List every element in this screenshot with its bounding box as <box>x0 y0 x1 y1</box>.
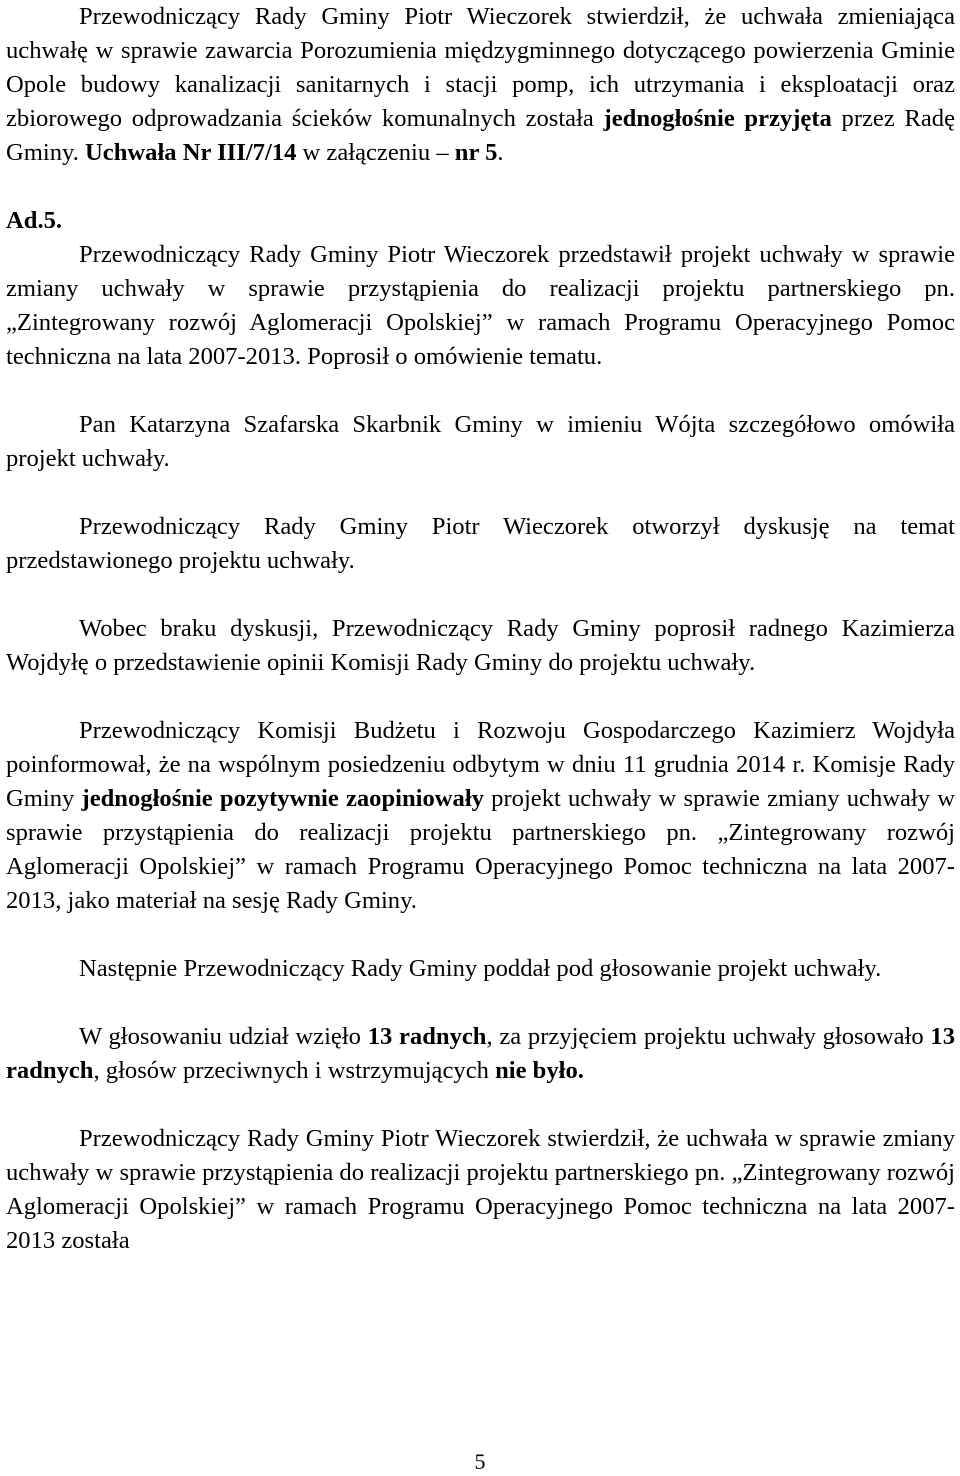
agenda-item-heading: Ad.5. <box>6 207 63 234</box>
page-number: 5 <box>474 1449 486 1474</box>
paragraph-final-statement: Przewodniczący Rady Gminy Piotr Wieczorek stwierdził, że uchwała w sprawie zmiany uchwały w sprawie przystąpienia do realizacji projektu partnerskiego pn. „Zintegrowany rozwój Aglomeracji Opolskiej” w ramach Programu Operacyjnego Pomoc techniczna na lata 2007-2013 została <box>6 1125 955 1254</box>
paragraph-gap <box>6 918 955 952</box>
paragraph-gap <box>6 476 955 510</box>
paragraph-gap <box>6 578 955 612</box>
paragraph-project-presented: Przewodniczący Rady Gminy Piotr Wieczorek przedstawił projekt uchwały w sprawie zmiany uchwały w sprawie przystąpienia do realizacji projektu partnerskiego pn. „Zintegrowany rozwój Aglomeracji Opolskiej” w ramach Programu Operacyjnego Pomoc techniczna na lata 2007-2013. Poprosił o omówienie tematu. <box>6 241 955 370</box>
paragraph-treasurer-discussion: Pan Katarzyna Szafarska Skarbnik Gminy w imieniu Wójta szczegółowo omówiła projekt uchwały. <box>6 411 955 472</box>
paragraph-resolution-adopted: Przewodniczący Rady Gminy Piotr Wieczorek stwierdził, że uchwała zmieniająca uchwałę w sprawie zawarcia Porozumienia międzygminnego dotyczącego powierzenia Gminie Opole budowy kanalizacji sanitarnych i stacji pomp, ich utrzymania i eksploatacji oraz zbiorowego odprowadzania ścieków komunalnych została jednogłośnie przyjęta przez Radę Gminy. Uchwała Nr III/7/14 w załączeniu – nr 5. <box>6 3 955 166</box>
paragraph-discussion-opened: Przewodniczący Rady Gminy Piotr Wieczorek otworzył dyskusję na temat przedstawionego projektu uchwały. <box>6 513 955 574</box>
paragraph-vote-result: W głosowaniu udział wzięło 13 radnych, za przyjęciem projektu uchwały głosowało 13 radnych, głosów przeciwnych i wstrzymujących nie było. <box>6 1023 955 1084</box>
paragraph-gap <box>6 1088 955 1122</box>
paragraph-commission-opinion: Przewodniczący Komisji Budżetu i Rozwoju Gospodarczego Kazimierz Wojdyła poinformował, że na wspólnym posiedzeniu odbytym w dniu 11 grudnia 2014 r. Komisje Rady Gminy jednogłośnie pozytywnie zaopiniowały projekt uchwały w sprawie zmiany uchwały w sprawie przystąpienia do realizacji projektu partnerskiego pn. „Zintegrowany rozwój Aglomeracji Opolskiej” w ramach Programu Operacyjnego Pomoc techniczna na lata 2007-2013, jako materiał na sesję Rady Gminy. <box>6 717 956 914</box>
paragraph-commission-opinion-request: Wobec braku dyskusji, Przewodniczący Rady Gminy poprosił radnego Kazimierza Wojdyłę o przedstawienie opinii Komisji Rady Gminy do projektu uchwały. <box>6 615 955 676</box>
paragraph-gap <box>6 986 955 1020</box>
paragraph-gap <box>6 170 955 204</box>
paragraph-gap <box>6 374 955 408</box>
paragraph-vote-called: Następnie Przewodniczący Rady Gminy poddał pod głosowanie projekt uchwały. <box>79 955 882 982</box>
document-page <box>6 0 955 1258</box>
paragraph-gap <box>6 680 955 714</box>
